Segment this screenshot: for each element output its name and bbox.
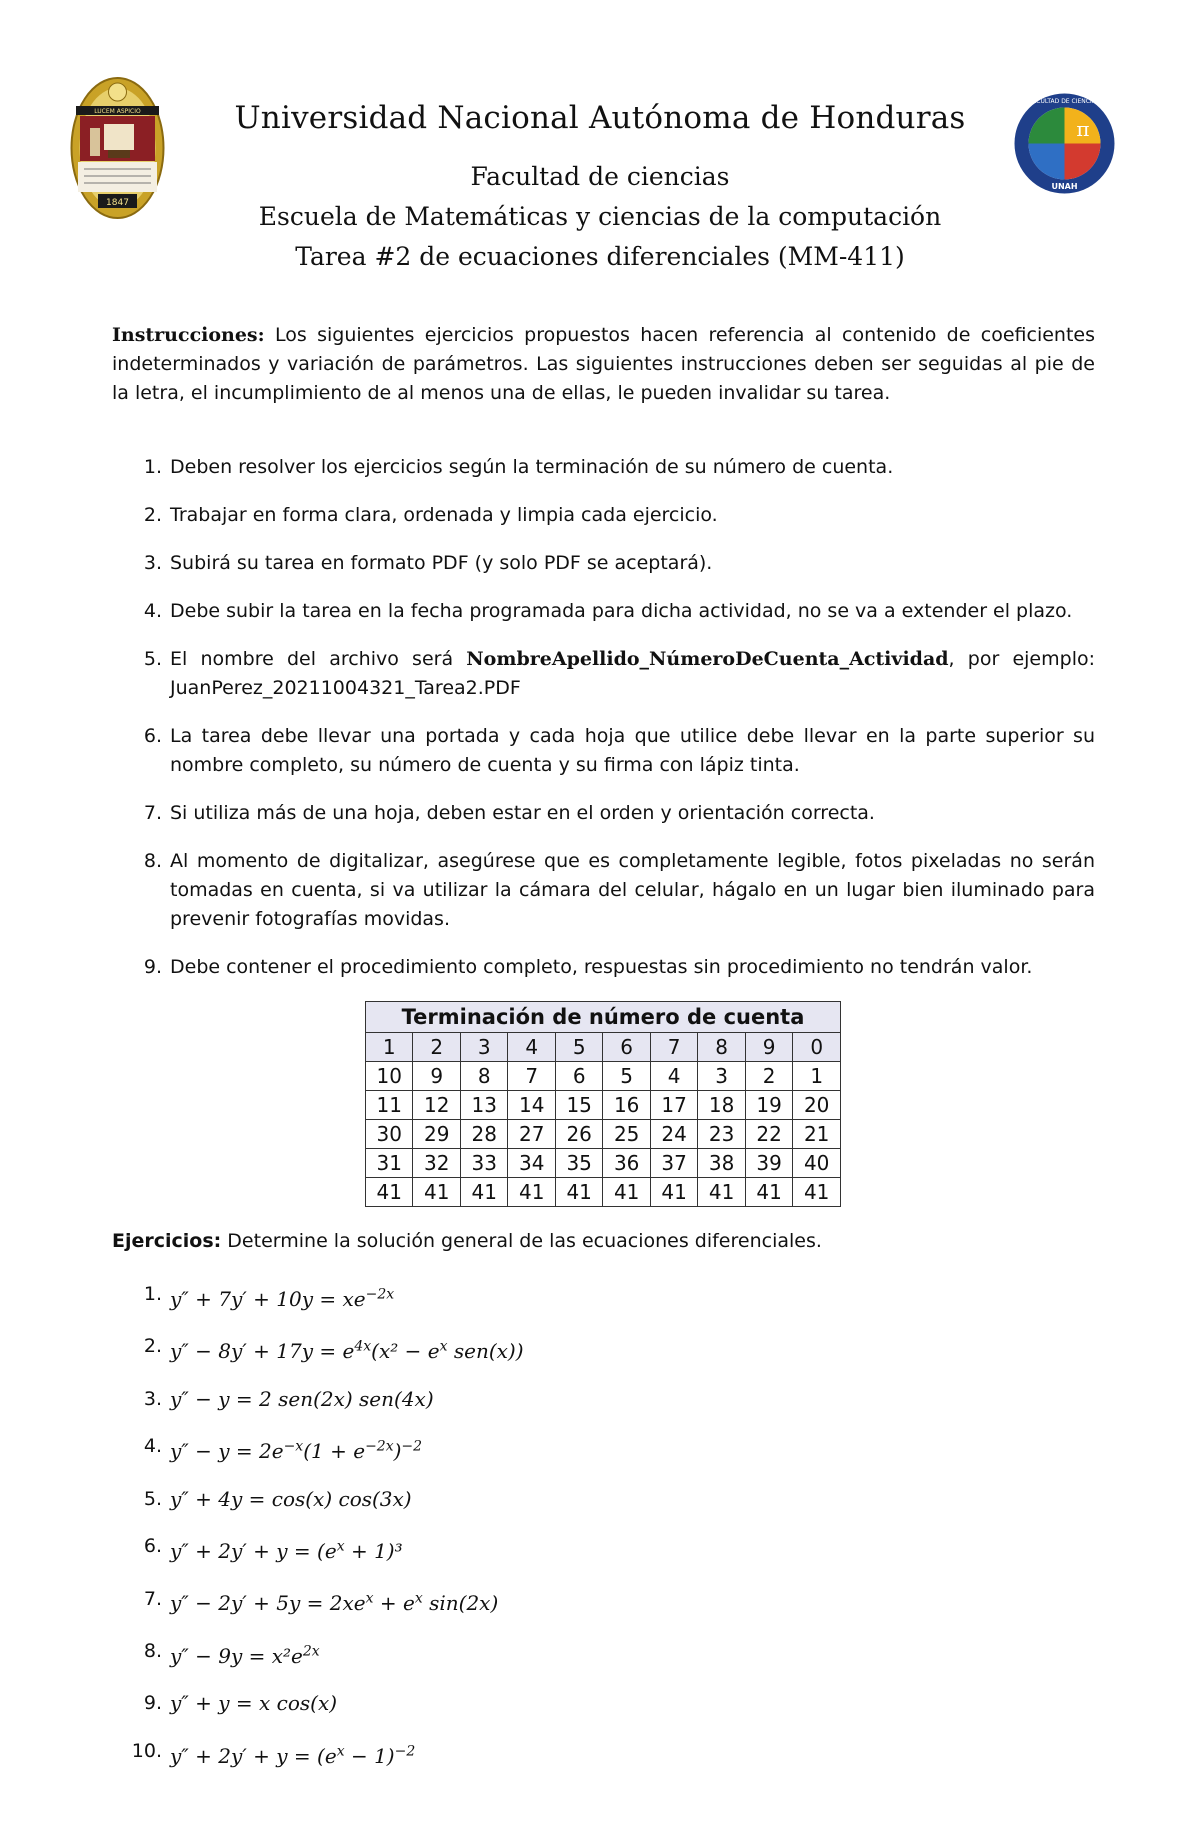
exercise-item: [112, 1689, 1012, 1718]
table-cell: 18: [698, 1091, 745, 1120]
rule-text-pre: El nombre del archivo será: [170, 648, 467, 670]
rule-number: 3.: [143, 552, 162, 574]
rule-text: Subirá su tarea en formato PDF (y solo PDF se aceptará).: [170, 552, 713, 574]
unah-seal-logo: [70, 76, 165, 220]
table-cell: 20: [793, 1091, 841, 1120]
rule-number: 8.: [143, 850, 162, 872]
table-cell: 25: [603, 1120, 650, 1149]
rule-text: Debe contener el procedimiento completo, respuestas sin procedimiento no tendrán valor.: [170, 956, 1033, 978]
table-cell: 10: [366, 1062, 413, 1091]
university-title: Universidad Nacional Autónoma de Honduras: [234, 100, 966, 136]
rule-item: [112, 953, 1095, 982]
table-cell: 41: [366, 1178, 413, 1207]
table-row: [366, 1062, 841, 1091]
exercise-item: [112, 1532, 1012, 1566]
rule-item: [112, 597, 1095, 626]
table-cell: 7: [508, 1062, 555, 1091]
table-cell: 37: [650, 1149, 697, 1178]
table-cell: 36: [603, 1149, 650, 1178]
table-header-row: [366, 1033, 841, 1062]
table-header-cell: 3: [460, 1033, 507, 1062]
table-header-cell: 9: [745, 1033, 792, 1062]
table-cell: 22: [745, 1120, 792, 1149]
exercises-text: Determine la solución general de las ecuaciones diferenciales.: [221, 1230, 822, 1252]
table-cell: 39: [745, 1149, 792, 1178]
table-cell: 15: [555, 1091, 602, 1120]
table-row: [366, 1091, 841, 1120]
exercise-list: [112, 1280, 1012, 1789]
instructions-paragraph: [112, 321, 1095, 408]
table-cell: 40: [793, 1149, 841, 1178]
table-cell: 13: [460, 1091, 507, 1120]
rule-text-post: , por ejemplo: JuanPerez_20211004321_Tarea2.PDF: [170, 648, 1095, 699]
exercises-heading: [112, 1230, 822, 1252]
table-cell: 6: [555, 1062, 602, 1091]
school-title: Escuela de Matemáticas y ciencias de la computación: [258, 202, 942, 231]
table-cell: 8: [460, 1062, 507, 1091]
table-cell: 33: [460, 1149, 507, 1178]
table-cell: 21: [793, 1120, 841, 1149]
rule-number: 1.: [143, 456, 162, 478]
table-cell: 24: [650, 1120, 697, 1149]
table-cell: 31: [366, 1149, 413, 1178]
table-cell: 4: [650, 1062, 697, 1091]
rule-text: Al momento de digitalizar, asegúrese que es completamente legible, fotos pixeladas no serán tomadas en cuenta, si va utilizar la cámara del celular, hágalo en un lugar bien iluminado para prevenir fotografías movidas.: [170, 850, 1095, 930]
table-cell: 41: [413, 1178, 460, 1207]
exercise-number: 10.: [131, 1740, 162, 1763]
table-cell: 34: [508, 1149, 555, 1178]
right-logo-top-text: FACULTAD DE CIENCIAS: [1029, 98, 1100, 105]
table-cell: 2: [745, 1062, 792, 1091]
rule-item: [112, 847, 1095, 934]
exercise-equation: $y'' + 2y' + y = (e^x - 1)^{-2}$: [170, 1743, 416, 1768]
rule-item: [112, 453, 1095, 482]
facultad-ciencias-logo: [1013, 92, 1116, 195]
table-cell: 16: [603, 1091, 650, 1120]
right-logo-bottom-text: UNAH: [1051, 182, 1078, 191]
table-cell: 41: [603, 1178, 650, 1207]
exercise-item: [112, 1585, 1012, 1619]
exercise-equation: y″ − y = 2 sen(2x) sen(4x): [170, 1386, 434, 1411]
exercise-equation: y″ + y = x cos(x): [170, 1691, 338, 1716]
table-row: [366, 1178, 841, 1207]
faculty-title: Facultad de ciencias: [470, 162, 730, 191]
table-cell: 41: [555, 1178, 602, 1207]
table-cell: 28: [460, 1120, 507, 1149]
account-ending-table: [365, 1001, 841, 1207]
table-header-cell: 1: [366, 1033, 413, 1062]
table-cell: 27: [508, 1120, 555, 1149]
rule-text: La tarea debe llevar una portada y cada hoja que utilice debe llevar en la parte superior su nombre completo, su número de cuenta y su firma con lápiz tinta.: [170, 725, 1095, 776]
table-cell: 12: [413, 1091, 460, 1120]
rule-number: 5.: [143, 648, 162, 670]
table-header-cell: 6: [603, 1033, 650, 1062]
exercise-number: 9.: [143, 1692, 162, 1715]
table-cell: 1: [793, 1062, 841, 1091]
rule-item: [112, 501, 1095, 530]
exercise-number: 8.: [143, 1640, 162, 1663]
table-cell: 19: [745, 1091, 792, 1120]
rule-number: 6.: [143, 725, 162, 747]
exercise-number: 2.: [143, 1335, 162, 1358]
table-cell: 23: [698, 1120, 745, 1149]
table-cell: 41: [650, 1178, 697, 1207]
table-row: [366, 1149, 841, 1178]
rule-item: [112, 722, 1095, 780]
table-header-cell: 5: [555, 1033, 602, 1062]
table-header-cell: 0: [793, 1033, 841, 1062]
rule-text: Deben resolver los ejercicios según la terminación de su número de cuenta.: [170, 456, 894, 478]
table-cell: 14: [508, 1091, 555, 1120]
rule-text: Debe subir la tarea en la fecha programada para dicha actividad, no se va a extender el plazo.: [170, 600, 1073, 622]
table-body: [366, 1062, 841, 1207]
exercise-item: [112, 1385, 1012, 1414]
table-cell: 41: [508, 1178, 555, 1207]
table-cell: 17: [650, 1091, 697, 1120]
table-cell: 41: [745, 1178, 792, 1207]
table-cell: 41: [460, 1178, 507, 1207]
table-cell: 11: [366, 1091, 413, 1120]
table-cell: 38: [698, 1149, 745, 1178]
exercise-number: 5.: [143, 1487, 162, 1510]
rule-number: 2.: [143, 504, 162, 526]
exercise-item: [112, 1280, 1012, 1314]
rule-item: [112, 799, 1095, 828]
exercise-equation: $y'' + 2y' + y = (e^x + 1)^3$: [170, 1538, 403, 1564]
table-cell: 30: [366, 1120, 413, 1149]
table-cell: 41: [793, 1178, 841, 1207]
svg-text:π: π: [1076, 117, 1090, 141]
rule-text: Trabajar en forma clara, ordenada y limpia cada ejercicio.: [170, 504, 718, 526]
seal-year-text: 1847: [106, 198, 129, 208]
exercise-equation: $y'' - 9y = x^2e^{2x}$: [170, 1643, 320, 1668]
table-cell: 26: [555, 1120, 602, 1149]
exercise-equation: y″ + 4y = cos(x) cos(3x): [170, 1486, 412, 1511]
exercise-item: [112, 1432, 1012, 1466]
rule-text-bold: NombreApellido_NúmeroDeCuenta_Actividad: [466, 648, 949, 670]
rule-number: 9.: [143, 956, 162, 978]
exercise-number: 3.: [143, 1387, 162, 1410]
table-cell: 32: [413, 1149, 460, 1178]
exercise-item: [112, 1485, 1012, 1514]
table-row: [366, 1120, 841, 1149]
exercise-number: 1.: [143, 1283, 162, 1305]
table-header-cell: 4: [508, 1033, 555, 1062]
rule-item: [112, 645, 1095, 703]
instructions-text: Los siguientes ejercicios propuestos hacen referencia al contenido de coeficientes indeterminados y variación de parámetros. Las siguientes instrucciones deben ser seguidas al pie de la letra, el incumplimiento de al menos una de ellas, le pueden invalidar su tarea.: [112, 324, 1095, 404]
exercise-equation: $y'' - y = 2e^{-x}(1 + e^{-2x})^{-2}$: [170, 1438, 423, 1464]
exercise-equation: $y'' + 7y' + 10y = xe^{-2x}$: [170, 1286, 395, 1311]
exercises-label: Ejercicios:: [112, 1230, 222, 1252]
table-cell: 29: [413, 1120, 460, 1149]
rule-item: [112, 549, 1095, 578]
rule-text: Si utiliza más de una hoja, deben estar en el orden y orientación correcta.: [170, 802, 875, 824]
exercise-number: 6.: [143, 1535, 162, 1558]
table-header-cell: 2: [413, 1033, 460, 1062]
rule-number: 4.: [143, 600, 162, 622]
exercise-number: 7.: [143, 1587, 162, 1610]
assignment-title: Tarea #2 de ecuaciones diferenciales (MM-411): [295, 242, 905, 271]
table-cell: 41: [698, 1178, 745, 1207]
exercise-number: 4.: [143, 1435, 162, 1458]
table-cell: 35: [555, 1149, 602, 1178]
exercise-item: [112, 1637, 1012, 1671]
exercise-equation: $y'' - 2y' + 5y = 2xe^x + e^x$ sin(2x): [170, 1590, 499, 1616]
table-header-cell: 8: [698, 1033, 745, 1062]
account-ending-table-wrapper: [365, 1001, 841, 1207]
table-title: Terminación de número de cuenta: [366, 1002, 841, 1033]
seal-banner-text: LUCEM ASPICIO: [94, 108, 141, 115]
instructions-label: Instrucciones:: [112, 324, 265, 346]
table-cell: 3: [698, 1062, 745, 1091]
exercise-item: [112, 1332, 1012, 1366]
exercise-item: [112, 1737, 1012, 1771]
rule-number: 7.: [143, 802, 162, 824]
rules-list: [112, 453, 1095, 1001]
exercise-equation: $y'' - 8y' + 17y = e^{4x}(x^2 - e^x$ sen(x)): [170, 1338, 524, 1363]
table-header-cell: 7: [650, 1033, 697, 1062]
table-cell: 9: [413, 1062, 460, 1091]
table-cell: 5: [603, 1062, 650, 1091]
